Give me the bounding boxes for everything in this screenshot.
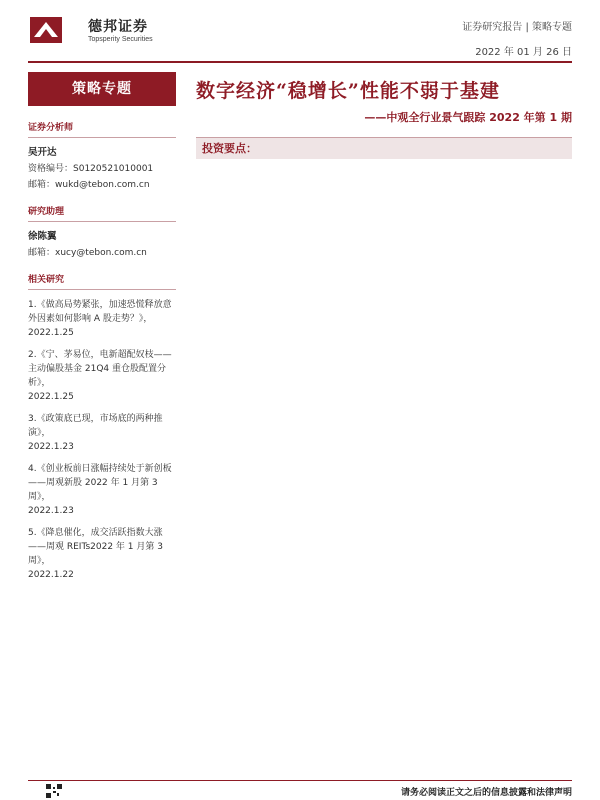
related-item[interactable] xyxy=(28,462,176,518)
assistant-section-title: 研究助理 xyxy=(28,204,176,222)
related-item-date: 2022.1.22 xyxy=(28,570,74,580)
footer-divider xyxy=(28,780,572,781)
brand-name: 德邦证券 xyxy=(88,19,148,35)
related-item[interactable] xyxy=(28,298,176,340)
analyst-name: 吴开达 xyxy=(28,147,57,158)
main-content xyxy=(196,72,572,167)
assistant-name: 徐陈翼 xyxy=(28,231,57,242)
related-item-title: 3.《政策底已现，市场底的两种推演》， xyxy=(28,414,163,438)
analyst-email[interactable]: 邮箱：wukd@tebon.com.cn xyxy=(28,180,150,190)
investment-points-header: 投资要点： xyxy=(196,137,572,159)
header-divider xyxy=(28,61,572,63)
legal-disclaimer[interactable]: 请务必阅读正文之后的信息披露和法律声明 xyxy=(400,788,572,798)
sidebar-banner: 策略专题 xyxy=(28,72,176,106)
related-item-date: 2022.1.25 xyxy=(28,392,74,402)
sidebar xyxy=(28,72,176,582)
related-item[interactable] xyxy=(28,348,176,404)
related-item[interactable] xyxy=(28,526,176,582)
related-item-date: 2022.1.23 xyxy=(28,506,74,516)
qr-code-icon xyxy=(46,784,62,798)
related-item[interactable] xyxy=(28,412,176,454)
report-date: 2022 年 01 月 26 日 xyxy=(475,47,572,58)
report-header xyxy=(0,0,600,62)
assistant-email[interactable]: 邮箱：xucy@tebon.com.cn xyxy=(28,248,147,258)
related-item-title: 5.《降息催化，成交活跃指数大涨——周观 REITs2022 年 1 月第 3 周》， xyxy=(28,528,163,566)
tebon-logo-icon xyxy=(30,17,62,43)
related-item-title: 2.《宁、茅易位，电新超配奴枝——主动偏股基金 21Q4 重仓股配置分析》， xyxy=(28,350,172,388)
brand-name-english: Topsperity Securities xyxy=(88,36,153,43)
analyst-license: 资格编号：S0120521010001 xyxy=(28,164,154,174)
report-type: 证券研究报告 | 策略专题 xyxy=(462,22,572,33)
related-item-date: 2022.1.25 xyxy=(28,328,74,338)
analyst-section-title: 证券分析师 xyxy=(28,120,176,138)
related-item-title: 1.《做高局势紧张，加速恐慌释放意外因素如何影响 A 股走势？》， xyxy=(28,300,172,324)
report-title: 数字经济“稳增长”性能不弱于基建 xyxy=(196,80,500,102)
related-section-title: 相关研究 xyxy=(28,272,176,290)
related-item-date: 2022.1.23 xyxy=(28,442,74,452)
report-subtitle: ——中观全行业景气跟踪 2022 年第 1 期 xyxy=(364,111,572,124)
related-item-title: 4.《创业板前日涨幅持续处于新创板——周观新股 2022 年 1 月第 3 周》， xyxy=(28,464,172,502)
